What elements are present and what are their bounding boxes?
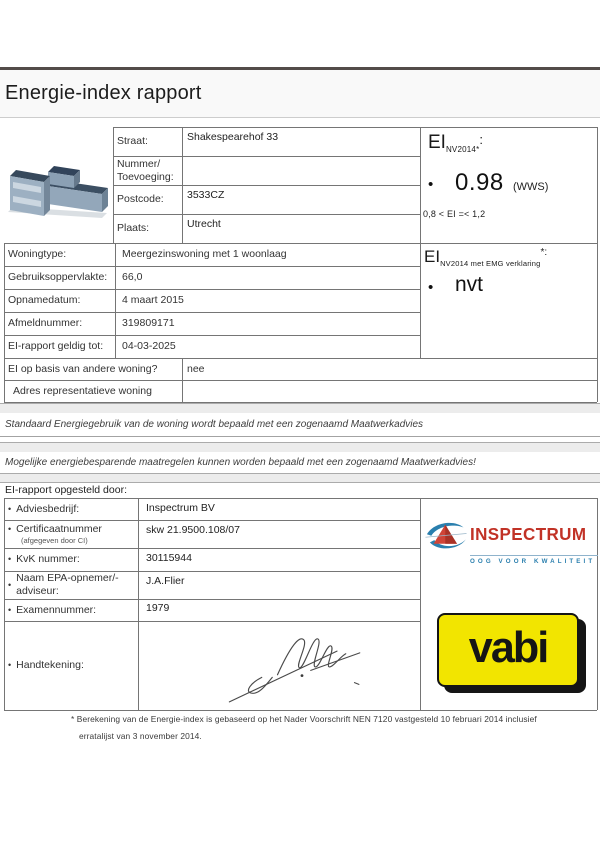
registration-number-value: 319809171 <box>122 317 175 330</box>
valid-until-label: EI-rapport geldig tot: <box>8 340 104 353</box>
note-row <box>0 452 600 474</box>
grid-line <box>182 127 183 243</box>
representative-address-label: Adres representatieve woning <box>13 384 152 397</box>
certificate-number-label: • Certificaatnummer (afgegeven door CI) <box>8 523 102 545</box>
survey-date-label: Opnamedatum: <box>8 294 81 307</box>
valid-until-value: 04-03-2025 <box>122 340 176 353</box>
number-label: Nummer/ Toevoeging: <box>117 158 174 183</box>
ei-prefix: EI <box>428 132 446 153</box>
page-title: Energie-index rapport <box>5 82 202 104</box>
vabi-logo <box>437 613 579 687</box>
ei-value: 0.98 <box>455 169 504 196</box>
signature-label: • Handtekening: <box>8 659 84 672</box>
kvk-number-value: 30115944 <box>146 552 192 564</box>
other-dwelling-answer: nee <box>187 362 205 375</box>
ei-nv2014-title <box>428 132 483 154</box>
epa-advisor-name-label: • Naam EPA-opnemer/-adviseur: <box>8 572 119 597</box>
epa-advisor-name-value: J.A.Flier <box>146 575 185 587</box>
city-label: Plaats: <box>117 222 150 235</box>
registration-number-label: Afmeldnummer: <box>8 317 83 330</box>
inspectrum-wordmark: INSPECTRUM <box>470 524 587 544</box>
inspectrum-tagline: OOG VOOR KWALITEIT <box>470 557 596 565</box>
footnote-line2: erratalijst van 3 november 2014. <box>79 731 202 741</box>
advisory-company-value: Inspectrum BV <box>146 502 215 514</box>
inspectrum-rule <box>470 555 598 556</box>
city-value: Utrecht <box>187 218 221 230</box>
usable-area-label: Gebruiksoppervlakte: <box>8 271 108 284</box>
survey-date-value: 4 maart 2015 <box>122 294 184 307</box>
footnote-line1: * Berekening van de Energie-index is gebaseerd op het Nader Voorschrift NEN 7120 vastgesteld 10 februari 2014 inclusief <box>71 714 537 724</box>
grid-line <box>420 498 421 710</box>
ei-subscript: NV2014* <box>445 145 480 154</box>
dwelling-type-value: Meergezinswoning met 1 woonlaag <box>122 248 287 261</box>
note-measures: Mogelijke energiebesparende maatregelen kunnen worden bepaald met een zogenaamd Maatwerkadvies! <box>5 457 476 468</box>
advisory-company-label: • Adviesbedrijf: <box>8 502 80 515</box>
ei-unit: (WWS) <box>513 181 549 193</box>
usable-area-value: 66,0 <box>122 271 143 284</box>
advisor-section-header: EI-rapport opgesteld door: <box>5 484 127 496</box>
exam-number-label: • Examennummer: <box>8 603 97 616</box>
signature-image <box>225 626 365 706</box>
bullet: • <box>8 660 12 671</box>
bullet: • <box>8 604 12 615</box>
exam-number-value: 1979 <box>146 602 170 614</box>
grid-line <box>4 243 5 402</box>
note-standard-energy: Standaard Energiegebruik van de woning wordt bepaald met een zogenaamd Maatwerkadvies <box>5 419 424 430</box>
certificate-number-sublabel: (afgegeven door CI) <box>21 535 88 545</box>
bullet: • <box>8 524 12 535</box>
note-row <box>0 413 600 437</box>
emg-prefix: EI <box>424 247 441 266</box>
ei-bullet: • <box>428 176 434 193</box>
grid-line <box>4 710 597 711</box>
inspectrum-eye-icon <box>424 516 468 554</box>
emg-suffix: *: <box>540 247 548 258</box>
other-dwelling-question: EI op basis van andere woning? <box>8 362 158 375</box>
ei-colon: : <box>479 132 484 147</box>
dwelling-type-label: Woningtype: <box>8 248 67 261</box>
postcode-value: 3533CZ <box>187 189 225 201</box>
vabi-wordmark: vabi <box>468 623 548 672</box>
grid-line <box>420 127 421 358</box>
emg-subscript: NV2014 met EMG verklaring <box>440 259 541 268</box>
grid-line <box>597 127 598 402</box>
grid-line <box>113 127 597 128</box>
emg-value: nvt <box>455 273 484 296</box>
inspectrum-logo <box>424 503 596 577</box>
bullet: • <box>8 503 12 514</box>
grid-line <box>138 498 139 710</box>
grid-line <box>597 498 598 710</box>
title-band <box>0 70 600 118</box>
grid-line <box>115 243 116 358</box>
bullet: • <box>8 579 12 590</box>
grid-line <box>113 127 114 243</box>
bullet: • <box>8 554 12 565</box>
building-illustration <box>4 146 110 232</box>
street-value: Shakespearehof 33 <box>187 131 279 143</box>
certificate-number-value: skw 21.9500.108/07 <box>146 524 240 536</box>
ei-emg-title <box>424 247 547 267</box>
kvk-number-label: • KvK nummer: <box>8 553 80 566</box>
street-label: Straat: <box>117 135 148 148</box>
divider-strip <box>0 473 600 483</box>
emg-bullet: • <box>428 279 434 296</box>
grid-line <box>4 498 5 710</box>
postcode-label: Postcode: <box>117 193 164 206</box>
ei-range: 0,8 < EI =< 1,2 <box>423 209 486 219</box>
